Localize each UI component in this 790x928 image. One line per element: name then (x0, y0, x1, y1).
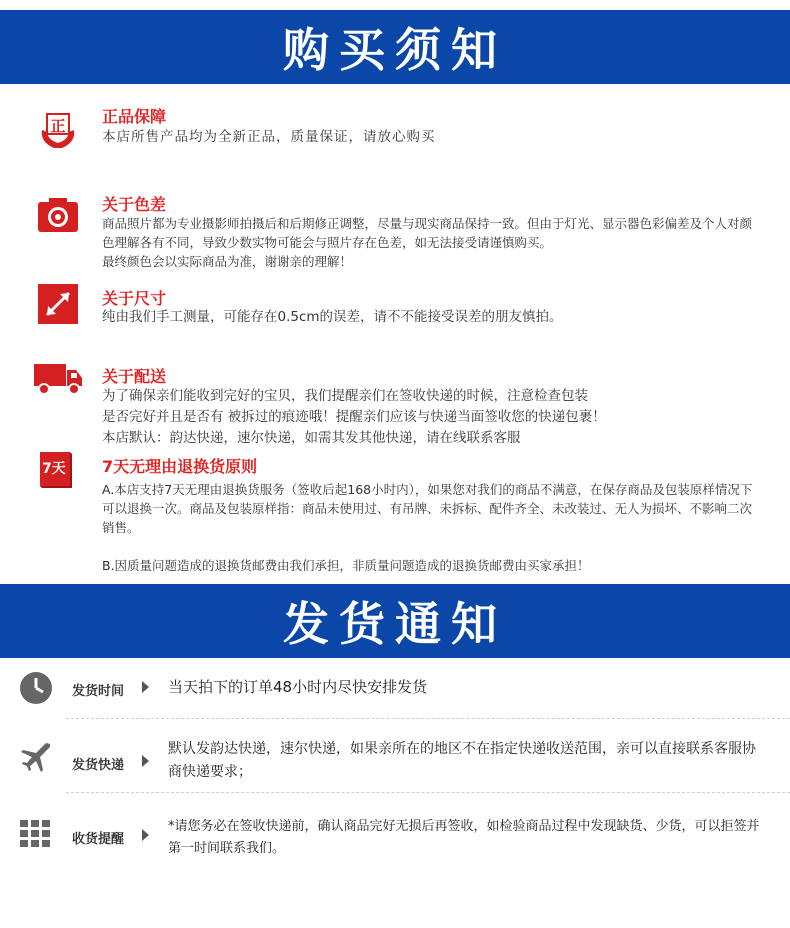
text-line: 本店所售产品均为全新正品，质量保证，请放心购买 (102, 129, 436, 145)
text-line: 商品照片都为专业摄影师拍摄后和后期修正调整，尽量与现实商品保持一致。但由于灯光、显示器色彩偏差及个人对颜色理解各有不同，导致少数实物可能会与照片存在色差，如无法接受请谨慎购买。 (102, 216, 753, 250)
shipping-banner (0, 584, 790, 658)
shipping-banner-title: 发货通知 (283, 597, 507, 651)
row-divider (66, 792, 790, 793)
section-text-color (102, 214, 762, 271)
grid-icon (18, 816, 54, 852)
purchase-banner (0, 10, 790, 84)
ship-text-express: 默认发韵达快递，速尔快递，如果亲所在的地区不在指定快递收送范围，亲可以直接联系客服协商快递要求； (168, 741, 756, 780)
seven-day-icon (38, 450, 74, 490)
ship-label-express: 发货快递 (72, 758, 125, 773)
section-text-delivery (102, 386, 762, 449)
camera-icon (36, 194, 80, 238)
ship-text-time: 当天拍下的订单48小时内尽快安排发货 (168, 678, 428, 696)
arrow-right-icon (142, 681, 149, 693)
section-title-genuine: 正品保障 (102, 107, 167, 126)
ship-text-receive: *请您务必在签收快递前，确认商品完好无损后再签收，如检验商品过程中发现缺货、少货，可以拒签并第一时间联系我们。 (168, 819, 760, 856)
genuine-icon (36, 108, 80, 152)
ship-label-receive: 收货提醒 (72, 832, 125, 847)
purchase-banner-title: 购买须知 (283, 23, 507, 77)
section-title-color: 关于色差 (102, 195, 167, 214)
clock-icon (18, 670, 54, 706)
arrow-right-icon (142, 755, 149, 767)
svg-text:正: 正 (50, 117, 66, 135)
text-line: B.因质量问题造成的退换货邮费由我们承担，非质量问题造成的退换货邮费由买家承担！ (102, 558, 590, 573)
section-text-genuine (102, 128, 762, 147)
truck-icon (32, 360, 84, 404)
seven-day-icon-text: 7天 (42, 461, 66, 477)
airplane-icon (18, 740, 54, 776)
text-line: 本店默认：韵达快递，速尔快递，如需其发其他快递，请在线联系客服 (102, 430, 521, 446)
text-line: 是否完好并且是否有 被拆过的痕迹哦！提醒亲们应该与快递当面签收您的快递包裹！ (102, 409, 606, 425)
text-line: 最终颜色会以实际商品为准，谢谢亲的理解！ (102, 254, 353, 269)
arrow-right-icon (142, 829, 149, 841)
text-line: 为了确保亲们能收到完好的宝贝，我们提醒亲们在签收快递的时候，注意检查包装 (102, 388, 588, 404)
section-text-size (102, 308, 762, 327)
section-title-delivery: 关于配送 (102, 367, 167, 386)
row-divider (66, 718, 790, 719)
resize-icon (36, 282, 80, 326)
text-line: A.本店支持7天无理由退换货服务（签收后起168小时内），如果您对我们的商品不满意，在保存商品及包装原样情况下可以退换一次。商品及包装原样指：商品未使用过、有吊牌、未拆标、配件齐全、未改装过、无人为损坏、不影响二次销售。 (102, 482, 753, 535)
section-title-return: 7天无理由退换货原则 (102, 457, 258, 476)
section-title-size: 关于尺寸 (102, 289, 167, 308)
section-text-return (102, 480, 762, 575)
ship-label-time: 发货时间 (72, 684, 125, 699)
text-line: 纯由我们手工测量，可能存在0.5cm的误差，请不不能接受误差的朋友慎拍。 (102, 309, 563, 325)
